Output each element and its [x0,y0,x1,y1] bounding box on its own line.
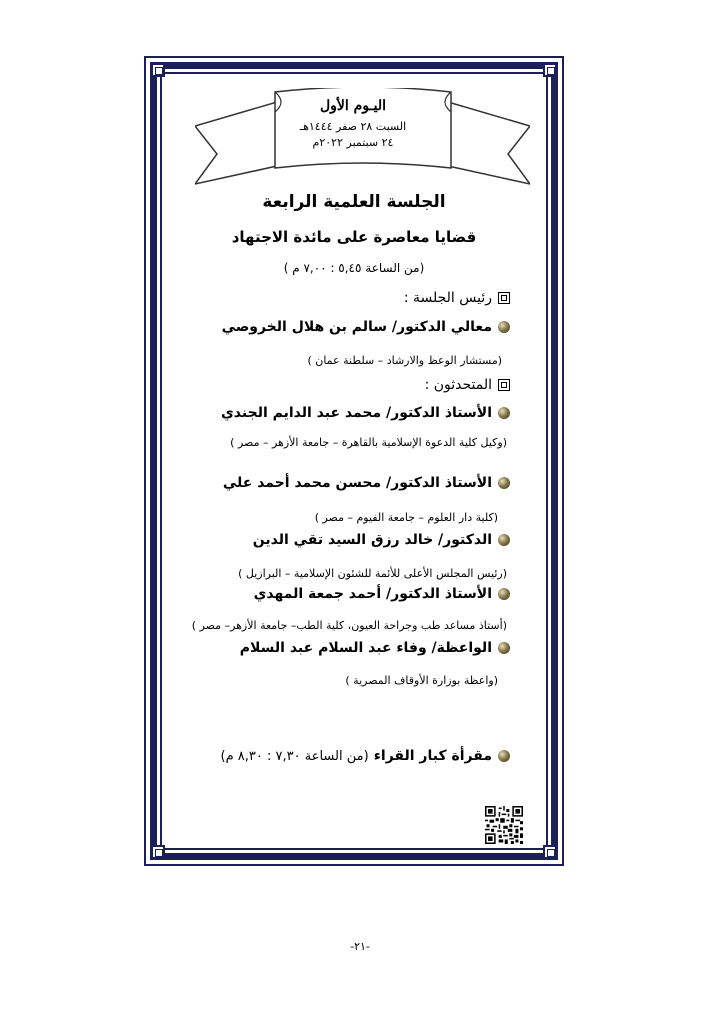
speaker-row [221,402,510,421]
chair-description: (مستشار الوعظ والارشاد – سلطنة عمان ) [307,354,502,367]
speaker-description-row [230,431,507,450]
speaker-description: (كلية دار العلوم – جامعة الفيوم – مصر ) [314,511,498,524]
speaker-name: الأستاذ الدكتور/ محمد عبد الدايم الجندي [220,405,492,421]
session-title: الجلسة العلمية الرابعة [262,192,446,212]
speaker-name: الأستاذ الدكتور/ أحمد جمعة المهدي [253,586,492,602]
speaker-name: الأستاذ الدكتور/ محسن محمد أحمد علي [222,475,492,491]
day-title: اليـوم الأول [319,98,387,114]
speakers-heading-row [425,374,510,393]
round-bullet-icon [498,321,510,333]
speaker-description: (وكيل كلية الدعوة الإسلامية بالقاهرة – جامعة الأزهر – مصر ) [230,436,507,449]
round-bullet-icon [498,642,510,654]
gregorian-date: ٢٤ سبتمبر ٢٠٢٢م [312,136,394,149]
round-bullet-icon [498,407,510,419]
speaker-row [223,472,510,491]
hijri-date: السبت ٢٨ صفر ١٤٤٤هـ [299,120,407,133]
round-bullet-icon [498,534,510,546]
round-bullet-icon [498,477,510,489]
chair-heading-row [404,287,510,306]
speaker-description: (واعظة بوزارة الأوقاف المصرية ) [345,674,498,687]
speakers-heading: المتحدثون : [424,377,492,393]
round-bullet-icon [498,750,510,762]
day-info [278,98,428,152]
speaker-name: الواعظة/ وفاء عبد السلام عبد السلام [239,640,492,656]
speaker-description-row [345,669,498,688]
corner-ornament-bottom-right [543,845,557,859]
recital-time: (من الساعة ٧,٣٠ : ٨,٣٠ م) [220,749,369,764]
speaker-description-row [315,506,498,525]
corner-ornament-bottom-left [151,845,165,859]
qr-code [485,806,523,844]
recital-row [221,745,511,764]
chair-name: معالي الدكتور/ سالم بن هلال الخروصي [221,319,492,335]
round-bullet-icon [498,588,510,600]
chair-heading: رئيس الجلسة : [403,290,492,306]
square-bullet-icon [498,379,510,391]
session-subtitle: قضايا معاصرة على مائدة الاجتهاد [231,228,477,246]
speaker-name: الدكتور/ خالد رزق السيد تقي الدين [252,532,492,548]
square-bullet-icon [498,292,510,304]
speaker-description-row [238,562,507,581]
session-time: (من الساعة ٥,٤٥ : ٧,٠٠ م ) [283,261,425,275]
corner-ornament-top-left [151,63,165,77]
corner-ornament-top-right [543,63,557,77]
speaker-row [240,637,510,656]
speaker-description-row [192,614,507,633]
speaker-description: (أستاذ مساعد طب وجراحة العيون، كلية الطب– جامعة الأزهر– مصر ) [191,619,507,632]
speaker-row [254,583,510,602]
page-number: -٢١- [350,940,370,953]
recital-label: مقرأة كبار القراء [373,748,492,764]
speaker-description: (رئيس المجلس الأعلى للأئمة للشئون الإسلامية – البرازيل ) [238,567,507,580]
chair-description-row [307,349,502,368]
speaker-row [253,529,510,548]
chair-name-row [222,316,510,335]
